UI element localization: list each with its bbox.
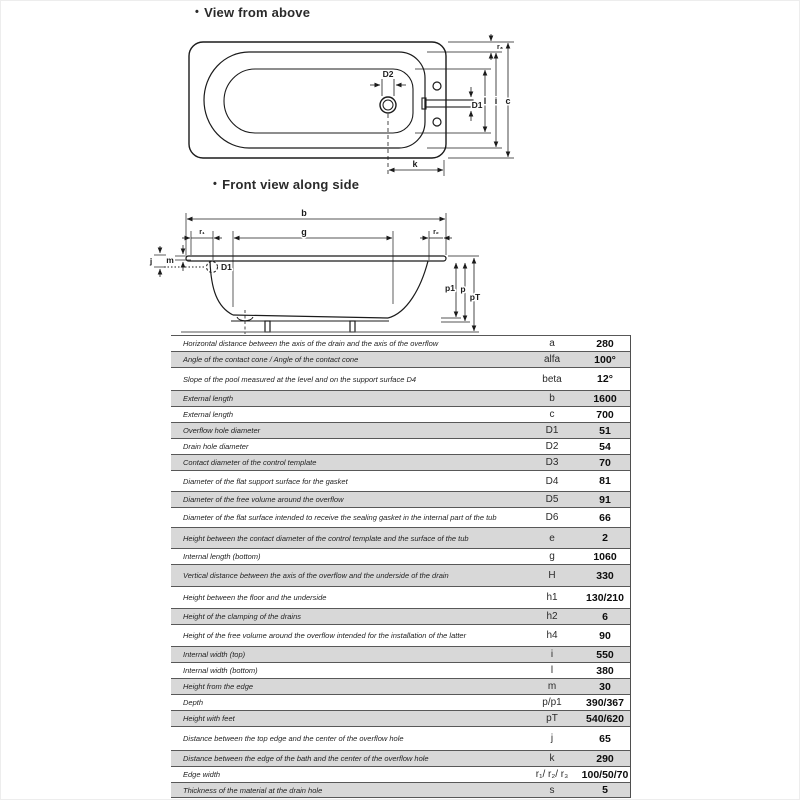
row-symbol: r₁/ r₂/ r₃ (535, 769, 569, 780)
row-symbol: H (548, 570, 556, 581)
row-description: Contact diameter of the control template (183, 458, 317, 467)
row-value: 290 (596, 752, 614, 765)
row-description: Horizontal distance between the axis of the drain and the axis of the overflow (183, 339, 439, 348)
row-symbol: m (547, 681, 557, 692)
row-description: Height with feet (183, 714, 235, 723)
label-pt: pT (469, 292, 481, 302)
row-value: 540/620 (586, 712, 624, 725)
row-symbol: c (549, 409, 555, 420)
row-description: Height between the floor and the underside (183, 593, 327, 602)
table-row (171, 406, 630, 422)
row-value: 90 (599, 629, 611, 642)
table-row (171, 422, 630, 438)
row-description: Distance between the top edge and the center of the overflow hole (183, 734, 404, 743)
row-value: 54 (599, 440, 611, 453)
row-value: 2 (602, 532, 608, 544)
row-value: 51 (599, 424, 611, 437)
row-symbol: e (549, 532, 555, 544)
label-l-top: l (483, 96, 487, 106)
row-description: Diameter of the flat support surface for the gasket (183, 476, 348, 486)
row-value: 65 (599, 732, 611, 745)
table-row (171, 438, 630, 454)
row-description: Internal width (top) (183, 650, 246, 659)
row-value: 130/210 (586, 591, 624, 604)
table-row (171, 766, 630, 782)
top-view-title-label: View from above (204, 5, 311, 20)
table-row (171, 694, 630, 710)
row-symbol: D5 (545, 494, 559, 505)
row-symbol: D2 (545, 441, 559, 452)
row-value: 81 (599, 475, 611, 487)
table-row (171, 662, 630, 678)
table-row (171, 454, 630, 470)
row-symbol: p/p1 (542, 697, 562, 708)
row-description: Diameter of the free volume around the overflow (183, 495, 344, 504)
label-g: g (301, 227, 307, 237)
row-description: Height of the clamping of the drains (183, 612, 301, 621)
row-value: 70 (599, 456, 611, 469)
label-d2: D2 (382, 69, 394, 79)
front-view-title-label: Front view along side (222, 177, 360, 192)
row-value: 390/367 (586, 696, 624, 709)
row-symbol: s (549, 784, 555, 796)
row-description: Height between the contact diameter of the control template and the surface of the tub (183, 533, 469, 543)
bullet-icon: • (213, 178, 218, 190)
table-row (171, 564, 630, 586)
label-c-top: c (505, 96, 511, 106)
row-value: 1600 (593, 392, 617, 405)
row-value: 700 (596, 408, 614, 421)
table-row (171, 335, 630, 351)
label-k: k (412, 159, 418, 169)
table-row (171, 367, 630, 390)
row-value: 91 (599, 493, 611, 506)
row-value: 66 (599, 511, 611, 524)
dim-d2 (370, 79, 406, 96)
row-value: 6 (602, 610, 608, 623)
table-row (171, 678, 630, 694)
row-description: External length (183, 394, 234, 403)
row-value: 100/50/70 (581, 768, 629, 781)
row-description: Thickness of the material at the drain hole (183, 785, 323, 795)
table-row (171, 586, 630, 608)
front-view-drawing (149, 208, 481, 334)
row-value: 1060 (593, 550, 617, 563)
drain-hole-inner (383, 100, 393, 110)
row-symbol: beta (542, 373, 562, 385)
table-row (171, 390, 630, 406)
row-description: Internal length (bottom) (183, 552, 261, 561)
row-value: 330 (596, 569, 614, 582)
tub-right-wall (388, 261, 428, 318)
row-symbol: j (550, 733, 554, 744)
tub-foot (350, 321, 355, 332)
table-row (171, 527, 630, 548)
tap-hole (433, 118, 441, 126)
technical-drawing (1, 1, 800, 346)
row-description: Overflow hole diameter (183, 426, 261, 435)
tub-rim-edge (204, 52, 425, 148)
dim-g (233, 231, 393, 307)
row-symbol: D1 (545, 425, 559, 436)
row-symbol: h4 (546, 630, 558, 641)
row-description: Depth (183, 698, 204, 707)
spec-table (171, 335, 631, 798)
label-p1: p1 (445, 283, 455, 293)
table-row (171, 470, 630, 491)
row-symbol: h2 (546, 611, 558, 622)
row-symbol: g (549, 551, 555, 562)
table-row (171, 624, 630, 646)
row-symbol: i (550, 649, 554, 660)
row-description: Drain hole diameter (183, 442, 249, 451)
overflow-pipe (422, 98, 473, 109)
row-value: 12° (597, 373, 613, 385)
table-row (171, 750, 630, 766)
tub-rim-bar (186, 256, 446, 261)
label-j: j (149, 256, 153, 266)
row-value: 280 (596, 337, 614, 350)
row-value: 30 (599, 680, 611, 693)
table-row (171, 726, 630, 750)
row-description: Angle of the contact cone / Angle of the contact cone (183, 355, 359, 364)
row-description: Slope of the pool measured at the level and on the support surface D4 (183, 374, 417, 384)
row-description: External length (183, 410, 234, 419)
dim-b (186, 213, 446, 255)
table-row (171, 710, 630, 726)
label-m: m (166, 255, 174, 265)
tap-hole (433, 82, 441, 90)
drain-hole (380, 97, 396, 113)
label-r1: r₁ (199, 229, 205, 236)
label-d1-front: D1 (221, 262, 232, 272)
row-description: Internal width (bottom) (183, 666, 258, 675)
label-d1-top: D1 (471, 100, 483, 110)
top-view-drawing (189, 34, 514, 176)
row-value: 100° (594, 353, 616, 366)
row-value: 5 (602, 784, 608, 796)
tub-foot (265, 321, 270, 332)
tub-bottom (233, 315, 388, 318)
row-symbol: D6 (545, 512, 559, 523)
row-symbol: k (549, 753, 555, 764)
row-symbol: pT (546, 713, 558, 724)
label-i-top: i (494, 96, 498, 106)
row-description: Height of the free volume around the overflow intended for the installation of the latter (183, 631, 467, 640)
row-value: 550 (596, 648, 614, 661)
label-r2: r₂ (433, 229, 439, 236)
table-row (171, 608, 630, 624)
table-row (171, 646, 630, 662)
table-row (171, 491, 630, 507)
row-symbol: D3 (545, 457, 559, 468)
table-row (171, 782, 630, 798)
label-b: b (301, 208, 307, 218)
label-p: p (460, 284, 466, 294)
bullet-icon: • (195, 6, 200, 18)
row-symbol: h1 (546, 592, 558, 603)
table-row (171, 507, 630, 527)
row-description: Edge width (183, 770, 221, 779)
table-row (171, 351, 630, 367)
row-symbol: alfa (543, 354, 561, 365)
row-description: Height from the edge (183, 682, 254, 691)
row-description: Vertical distance between the axis of the overflow and the underside of the drain (183, 571, 449, 580)
dim-j (154, 246, 166, 277)
table-row (171, 548, 630, 564)
row-value: 380 (596, 664, 614, 677)
label-r3: r₃ (497, 44, 503, 51)
row-description: Diameter of the flat surface intended to receive the sealing gasket in the internal part of the tub (183, 513, 497, 522)
row-symbol: b (549, 393, 555, 404)
row-symbol: a (549, 338, 555, 349)
row-symbol: l (550, 665, 554, 676)
row-symbol: D4 (545, 475, 559, 487)
tub-outer-edge (189, 42, 446, 158)
row-description: Distance between the edge of the bath and the center of the overflow hole (183, 754, 429, 763)
